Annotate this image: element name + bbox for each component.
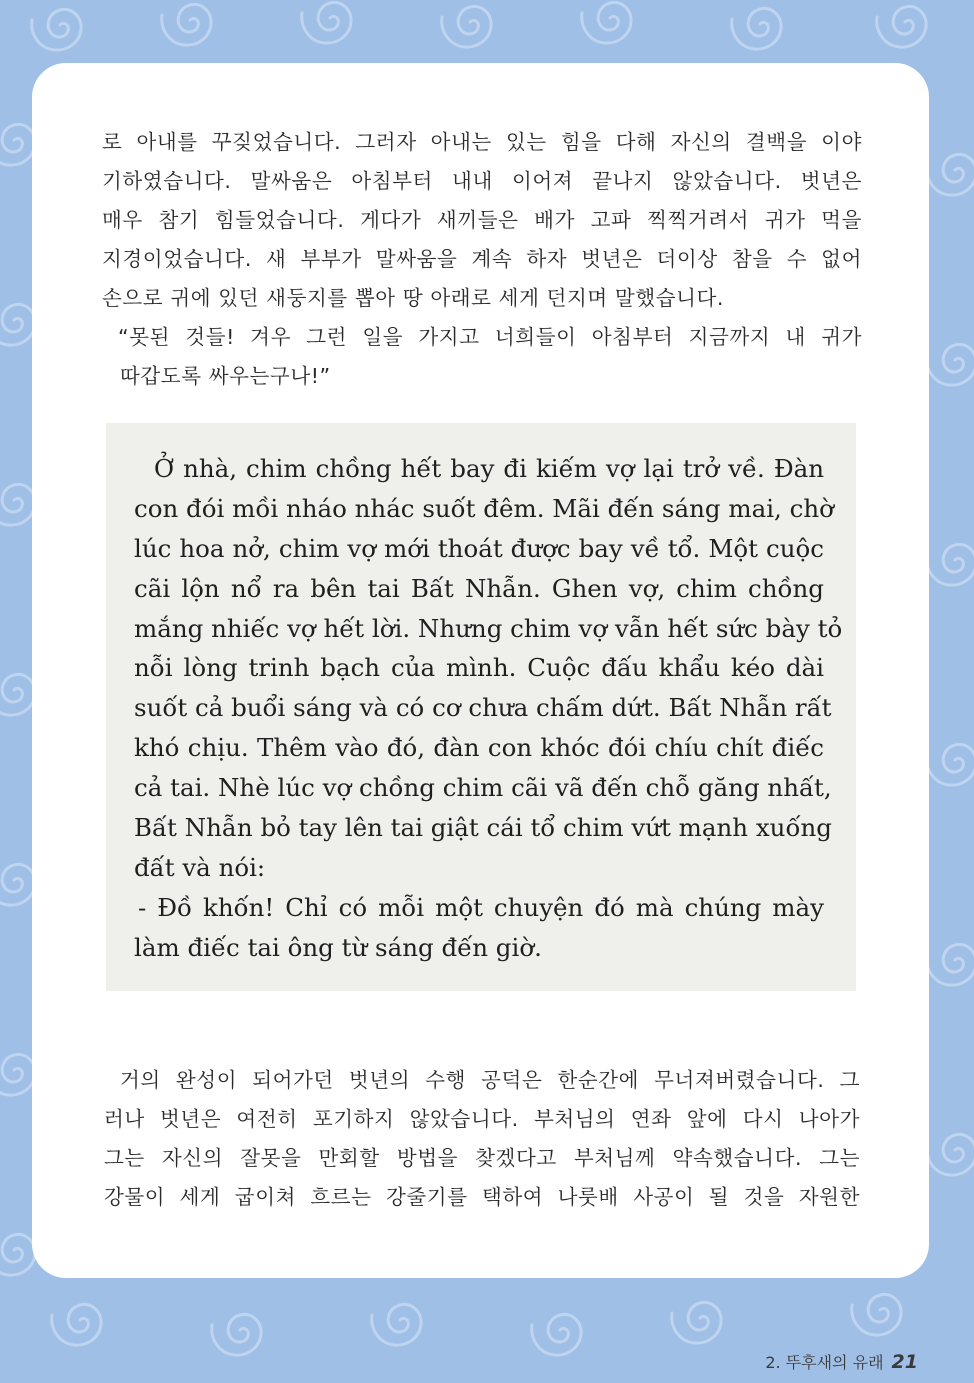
korean-paragraph-bottom <box>104 1061 860 1217</box>
page-number: 21 <box>891 1351 918 1373</box>
text-line: 손으로 귀에 있던 새둥지를 뽑아 땅 아래로 세게 던지며 말했습니다. <box>102 286 725 310</box>
translation-line: cả tai. Nhè lúc vợ chồng chim cãi vã đến chỗ găng nhất, <box>134 773 832 803</box>
translation-line: suốt cả buổi sáng và có cơ chưa chấm dứt. Bất Nhẫn rất <box>134 693 832 723</box>
text-line: 지경이었습니다. 새 부부가 말싸움을 계속 하자 벗년은 더이상 참을 수 없어 <box>102 247 862 271</box>
text-line: 기하였습니다. 말싸움은 아침부터 내내 이어져 끝나지 않았습니다. 벗년은 <box>102 169 862 193</box>
translation-line: cãi lộn nổ ra bên tai Bất Nhẫn. Ghen vợ, chim chồng <box>134 573 824 603</box>
translation-line: đất và nói: <box>134 852 266 882</box>
translation-line: Ở nhà, chim chồng hết bay đi kiếm vợ lại trở về. Đàn <box>154 454 824 483</box>
vietnamese-translation <box>134 449 843 968</box>
text-line: 매우 참기 힘들었습니다. 게다가 새끼들은 배가 고파 찍찍거려서 귀가 먹을 <box>102 208 862 232</box>
text-line: 거의 완성이 되어가던 벗년의 수행 공덕은 한순간에 무너져버렸습니다. 그 <box>120 1068 860 1092</box>
quote-line: “못된 것들! 겨우 그런 일을 가지고 너희들이 아침부터 지금까지 내 귀가 <box>118 325 862 349</box>
chapter-title: 2. 뚜후새의 유래 <box>765 1353 884 1372</box>
text-line: 그는 자신의 잘못을 만회할 방법을 찾겠다고 부처님께 약속했습니다. 그는 <box>104 1146 860 1170</box>
page-footer <box>765 1350 918 1373</box>
text-line: 강물이 세게 굽이쳐 흐르는 강줄기를 택하여 나룻배 사공이 될 것을 자원한 <box>104 1185 860 1209</box>
translation-line: lúc hoa nở, chim vợ mới thoát được bay về tổ. Một cuộc <box>134 533 824 563</box>
translation-line: khó chịu. Thêm vào đó, đàn con khóc đói chíu chít điếc <box>134 733 824 763</box>
translation-line: - Đồ khốn! Chỉ có mỗi một chuyện đó mà chúng mày <box>138 892 824 922</box>
text-line: 러나 벗년은 여전히 포기하지 않았습니다. 부처님의 연좌 앞에 다시 나아가 <box>104 1107 860 1131</box>
translation-line: nỗi lòng trinh bạch của mình. Cuộc đấu khẩu kéo dài <box>134 653 824 683</box>
quote-line: 따갑도록 싸우는구나!” <box>120 364 331 388</box>
translation-line: mắng nhiếc vợ hết lời. Nhưng chim vợ vẫn hết sức bày tỏ <box>134 613 843 643</box>
translation-line: Bất Nhẫn bỏ tay lên tai giật cái tổ chim vứt mạnh xuống <box>134 813 832 843</box>
korean-paragraph-top <box>102 123 862 396</box>
translation-line: con đói mồi nháo nhác suốt đêm. Mãi đến sáng mai, chờ <box>134 493 834 523</box>
translation-line: làm điếc tai ông từ sáng đến giờ. <box>134 932 542 962</box>
text-line: 로 아내를 꾸짖었습니다. 그러자 아내는 있는 힘을 다해 자신의 결백을 이야 <box>102 130 862 154</box>
